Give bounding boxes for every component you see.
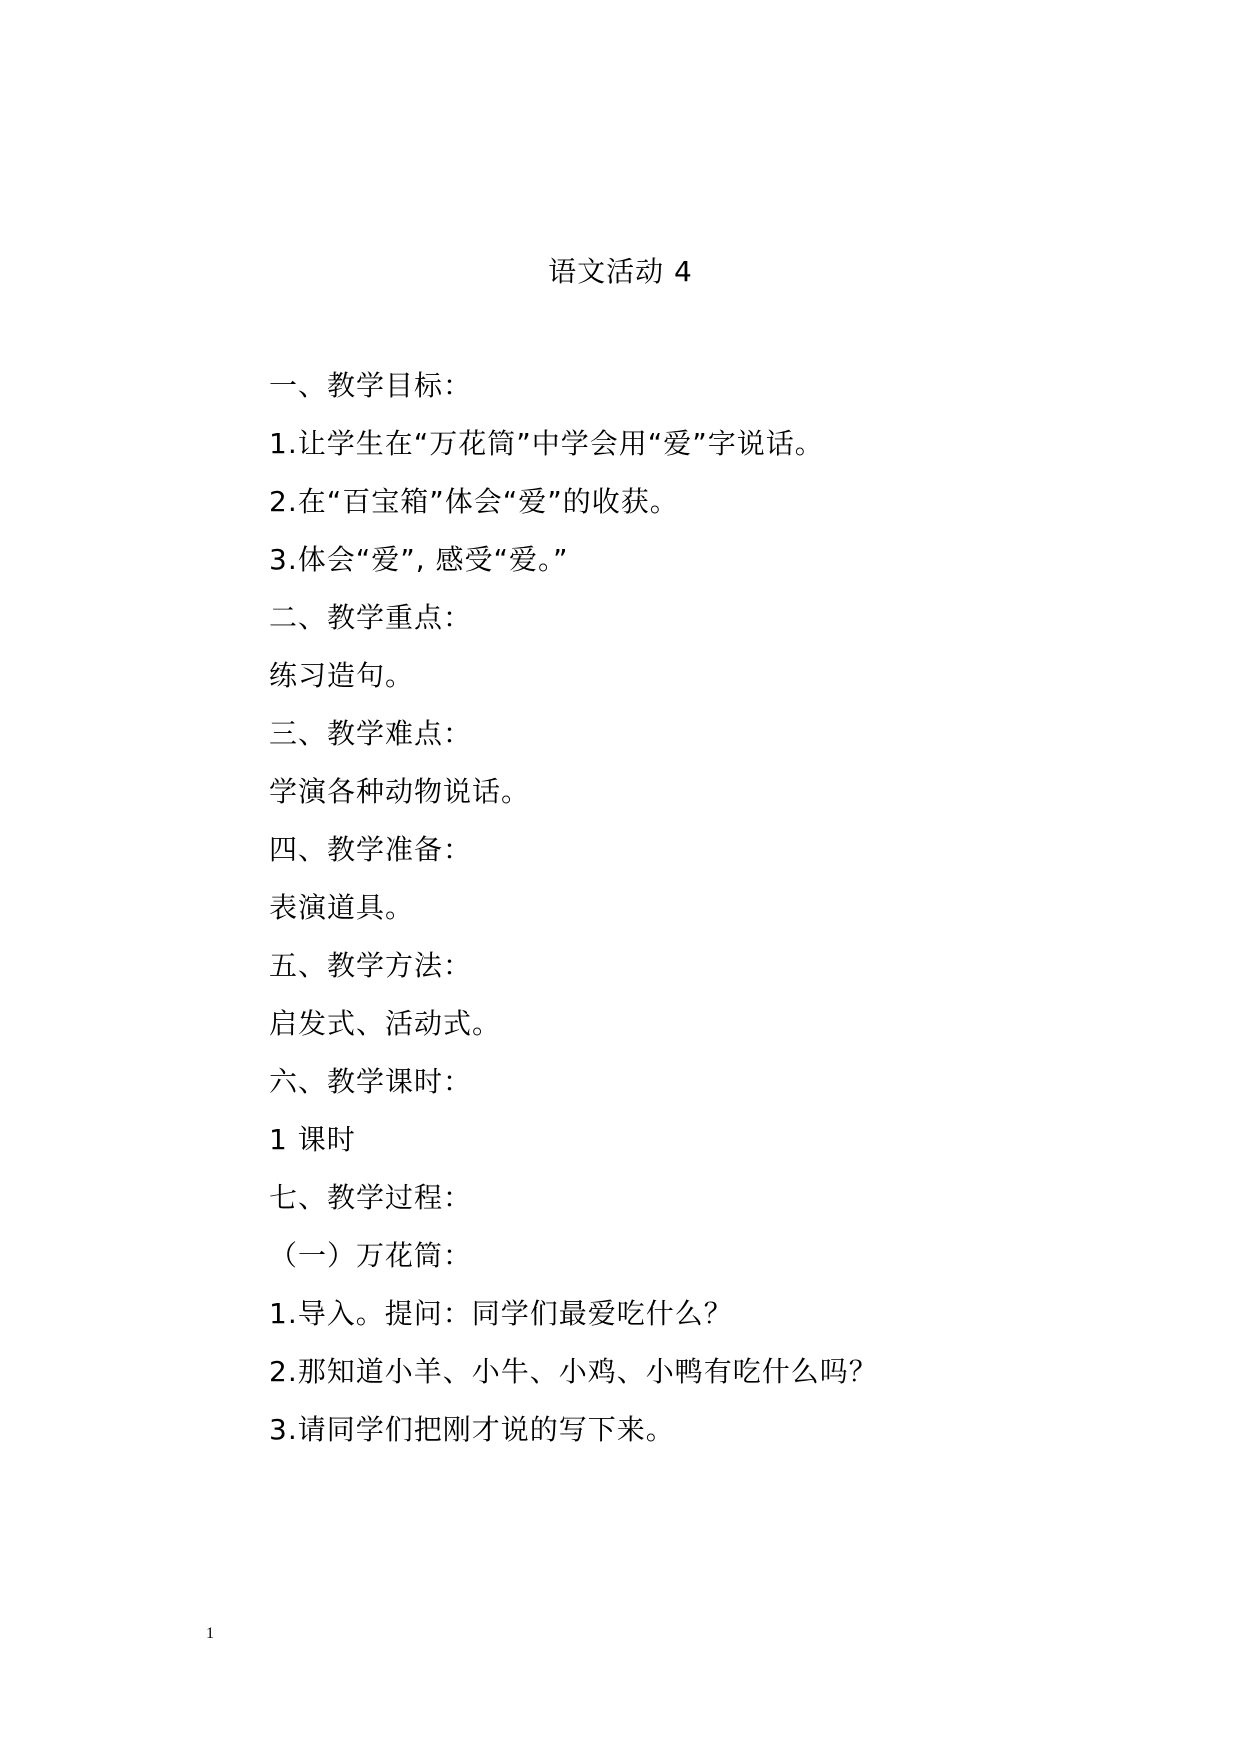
section-heading-methods: 五、教学方法： (269, 949, 473, 982)
section-heading-class-hours: 六、教学课时： (269, 1065, 473, 1098)
section-heading-objectives: 一、教学目标： (269, 369, 473, 402)
difficulties-text: 学演各种动物说话。 (269, 775, 531, 808)
process-item-3: 3.请同学们把刚才说的写下来。 (269, 1413, 675, 1446)
key-points-text: 练习造句。 (269, 659, 415, 692)
page-number: 1 (206, 1625, 214, 1642)
preparation-text: 表演道具。 (269, 891, 415, 924)
section-heading-preparation: 四、教学准备： (269, 833, 473, 866)
document-body (269, 366, 1169, 1468)
document-title: 语文活动 4 (548, 255, 693, 288)
process-item-1: 1.导入。提问：同学们最爱吃什么？ (269, 1297, 733, 1330)
section-heading-difficulties: 三、教学难点： (269, 717, 473, 750)
methods-text: 启发式、活动式。 (269, 1007, 502, 1040)
objective-item-2: 2.在“百宝箱”体会“爱”的收获。 (269, 485, 679, 518)
class-hours-text: 1 课时 (269, 1123, 356, 1156)
section-heading-key-points: 二、教学重点： (269, 601, 473, 634)
section-heading-process: 七、教学过程： (269, 1181, 473, 1214)
process-item-2: 2.那知道小羊、小牛、小鸡、小鸭有吃什么吗？ (269, 1355, 878, 1388)
objective-item-3: 3.体会“爱”, 感受“爱。” (269, 543, 569, 576)
subsection-heading-kaleidoscope: （一）万花筒： (269, 1239, 473, 1272)
objective-item-1: 1.让学生在“万花筒”中学会用“爱”字说话。 (269, 427, 824, 460)
